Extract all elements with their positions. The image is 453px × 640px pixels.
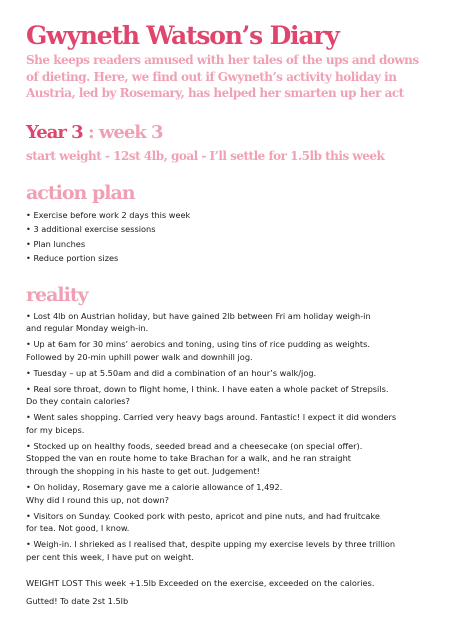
line: through the shopping in his haste to get out. Judgement!	[26, 465, 260, 476]
line: Do they contain calories?	[26, 396, 130, 407]
list-item	[26, 383, 433, 408]
line: and regular Monday weigh-in.	[26, 323, 149, 334]
week-label: week 3	[98, 121, 163, 143]
list-item: • Plan lunches	[26, 237, 433, 252]
reality-list	[26, 310, 433, 564]
list-item	[26, 310, 433, 335]
year-label: Year 3	[26, 121, 83, 143]
list-item	[26, 538, 433, 563]
line: for tea. Not good, I know.	[26, 523, 130, 534]
summary-line: WEIGHT LOST This week +1.5lb Exceeded on the exercise, exceeded on the calories.	[26, 578, 375, 589]
list-item	[26, 510, 433, 535]
line: • Up at 6am for 30 mins’ aerobics and toning, using tins of rice pudding as weights.	[26, 339, 370, 349]
list-item: • Exercise before work 2 days this week	[26, 208, 433, 223]
line: Stopped the van en route home to take Brachan for a walk, and he ran straight	[26, 453, 352, 464]
intro-text: She keeps readers amused with her tales of the ups and downs of dieting. Here, we find out if Gwyneth’s activity holiday in Austria, led by Rosemary, has helped her smarten up her act	[26, 53, 419, 100]
line: • Tuesday – up at 5.50am and did a combination of an hour’s walk/jog.	[26, 368, 316, 378]
line: per cent this week, I have put on weight.	[26, 551, 194, 562]
reality-heading: reality	[26, 283, 88, 306]
line: • Visitors on Sunday. Cooked pork with pesto, apricot and pine nuts, and had fruitcake	[26, 511, 380, 521]
line: • Weigh-in. I shrieked as I realised that, despite upping my exercise levels by three trillion	[26, 539, 395, 549]
line: Followed by 20-min uphill power walk and downhill jog.	[26, 351, 253, 362]
line: for my biceps.	[26, 424, 85, 435]
line: • Lost 4lb on Austrian holiday, but have gained 2lb between Fri am holiday weigh-in	[26, 311, 371, 321]
weight-goal: start weight - 12st 4lb, goal - I’ll settle for 1.5lb this week	[26, 148, 385, 163]
line: • Went sales shopping. Carried very heavy bags around. Fantastic! I expect it did wonders	[26, 412, 396, 422]
list-item: • 3 additional exercise sessions	[26, 222, 433, 237]
line: Why did I round this up, not down?	[26, 494, 169, 505]
line: • Stocked up on healthy foods, seeded bread and a cheesecake (on special offer).	[26, 441, 362, 451]
list-item	[26, 367, 433, 380]
list-item	[26, 411, 433, 436]
line: • On holiday, Rosemary gave me a calorie allowance of 1,492.	[26, 482, 282, 492]
week-heading	[26, 122, 433, 144]
action-plan-list	[26, 208, 433, 266]
action-plan-heading: action plan	[26, 181, 135, 204]
weight-summary	[26, 577, 433, 608]
week-separator: :	[82, 121, 99, 143]
summary-line: Gutted! To date 2st 1.5lb	[26, 596, 129, 607]
list-item	[26, 338, 433, 363]
page-title: Gwyneth Watson’s Diary	[26, 21, 339, 50]
list-item: • Reduce portion sizes	[26, 251, 433, 266]
list-item	[26, 481, 433, 506]
line: • Real sore throat, down to flight home, I think. I have eaten a whole packet of Strepsils.	[26, 384, 388, 394]
list-item	[26, 440, 433, 478]
